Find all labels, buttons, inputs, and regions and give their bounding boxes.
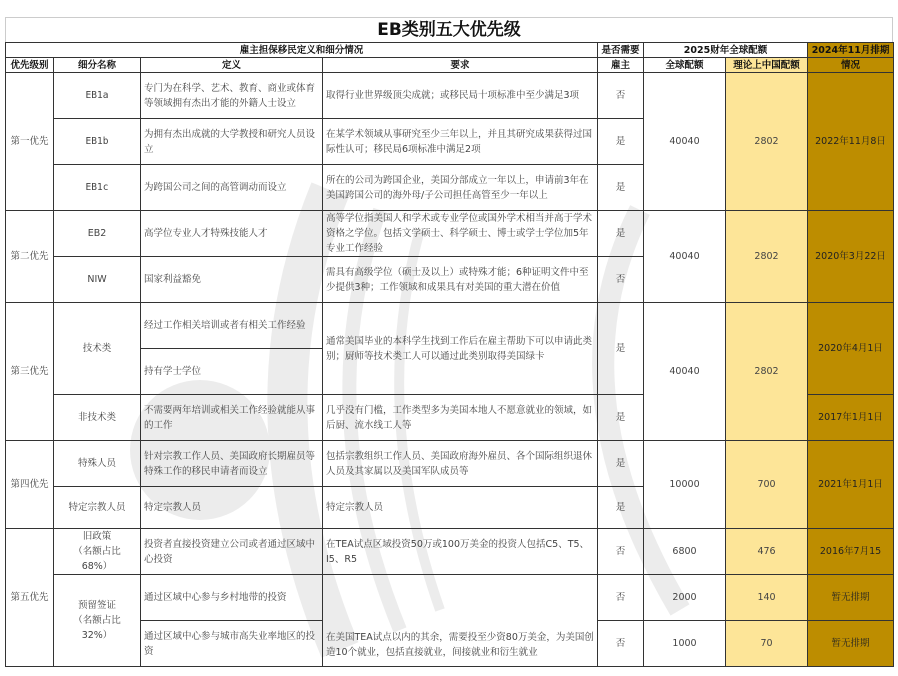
- definition-cell: 通过区域中心参与乡村地带的投资: [141, 575, 323, 621]
- eb-priority-sheet: [5, 17, 893, 667]
- requirement-cell: 通常美国毕业的本科学生找到工作后在雇主帮助下可以申请此类别；厨师等技术类工人可以通过此类别取得美国绿卡: [323, 303, 598, 395]
- table-row: [6, 529, 894, 575]
- priority-cell: 第五优先: [6, 529, 54, 667]
- table-row: [6, 575, 894, 621]
- china-quota-cell: 476: [726, 529, 808, 575]
- subcategory-cell: 非技术类: [54, 395, 141, 441]
- definition-cell: 持有学士学位: [141, 349, 323, 395]
- definition-cell: 为跨国公司之间的高管调动而设立: [141, 165, 323, 211]
- subcategory-cell: [54, 529, 141, 575]
- china-quota-cell: 2802: [726, 73, 808, 211]
- employer-cell: 是: [598, 487, 644, 529]
- header-china-quota: 理论上中国配额: [726, 58, 808, 73]
- priority-cell: 第四优先: [6, 441, 54, 529]
- priority-cell: 第一优先: [6, 73, 54, 211]
- header-priority: 优先级别: [6, 58, 54, 73]
- requirement-cell: 取得行业世界级顶尖成就；或移民局十项标准中至少满足3项: [323, 73, 598, 119]
- header-definition: 定义: [141, 58, 323, 73]
- requirement-cell: 需具有高级学位（硕士及以上）或特殊才能；6种证明文件中至少提供3种；工作领域和成果具有对美国的重大潜在价值: [323, 257, 598, 303]
- subcategory-line: 预留签证: [77, 600, 116, 611]
- definition-cell: 针对宗教工作人员、美国政府长期雇员等特殊工作的移民申请者而设立: [141, 441, 323, 487]
- requirement-cell: 在某学术领域从事研究至少三年以上，并且其研究成果获得过国际性认可；移民局6项标准中满足2项: [323, 119, 598, 165]
- subcategory-cell: 特定宗教人员: [54, 487, 141, 529]
- schedule-cell: 暂无排期: [808, 575, 894, 621]
- requirement-cell: 所在的公司为跨国企业，美国分部成立一年以上，申请前3年在美国跨国公司的海外母/子公司担任高管至少一年以上: [323, 165, 598, 211]
- global-quota-cell: 40040: [644, 211, 726, 303]
- global-quota-cell: 40040: [644, 73, 726, 211]
- employer-cell: 是: [598, 303, 644, 395]
- global-quota-cell: 2000: [644, 575, 726, 621]
- subcategory-line: （名额占比: [73, 546, 121, 557]
- definition-cell: 特定宗教人员: [141, 487, 323, 529]
- china-quota-cell: 2802: [726, 211, 808, 303]
- header-schedule-2: 情况: [808, 58, 894, 73]
- employer-cell: 否: [598, 621, 644, 667]
- subcategory-cell: EB1c: [54, 165, 141, 211]
- priority-cell: 第二优先: [6, 211, 54, 303]
- priority-cell: 第三优先: [6, 303, 54, 441]
- requirement-cell: 在TEA试点区域投资50万或100万美金的投资人包括C5、T5、I5、R5: [323, 529, 598, 575]
- requirement-cell: 几乎没有门槛，工作类型多为美国本地人不愿意就业的领域，如后厨、流水线工人等: [323, 395, 598, 441]
- subcategory-cell: EB2: [54, 211, 141, 257]
- employer-cell: 是: [598, 165, 644, 211]
- definition-cell: 通过区域中心参与城市高失业率地区的投资: [141, 621, 323, 667]
- requirement-cell: 特定宗教人员: [323, 487, 598, 529]
- header-definition-group: 雇主担保移民定义和细分情况: [6, 43, 598, 58]
- subcategory-cell: EB1b: [54, 119, 141, 165]
- schedule-cell: 2020年3月22日: [808, 211, 894, 303]
- global-quota-cell: 40040: [644, 303, 726, 441]
- subcategory-cell: 特殊人员: [54, 441, 141, 487]
- table-row: [6, 211, 894, 257]
- definition-cell: 经过工作相关培训或者有相关工作经验: [141, 303, 323, 349]
- global-quota-cell: 6800: [644, 529, 726, 575]
- definition-cell: 投资者直接投资建立公司或者通过区域中心投资: [141, 529, 323, 575]
- schedule-cell: 2021年1月1日: [808, 441, 894, 529]
- global-quota-cell: 10000: [644, 441, 726, 529]
- requirement-cell: 包括宗教组织工作人员、美国政府海外雇员、各个国际组织退休人员及其家属以及美国军队成员等: [323, 441, 598, 487]
- subcategory-line: 旧政策: [82, 531, 112, 542]
- subcategory-line: （名额占比: [73, 615, 121, 626]
- employer-cell: 否: [598, 257, 644, 303]
- page-title: EB类别五大优先级: [5, 17, 893, 42]
- global-quota-cell: 1000: [644, 621, 726, 667]
- subcategory-line: 68%）: [81, 561, 113, 572]
- header-need-employer-2: 雇主: [598, 58, 644, 73]
- definition-cell: 专门为在科学、艺术、教育、商业或体育等领域拥有杰出才能的外籍人士设立: [141, 73, 323, 119]
- definition-cell: 高学位专业人才特殊技能人才: [141, 211, 323, 257]
- table-row: [6, 303, 894, 349]
- requirement-cell: 在美国TEA试点以内的其余，需要投至少资80万美金，为美国创造10个就业，包括直接就业，间接就业和衍生就业: [323, 575, 598, 667]
- schedule-cell: 2017年1月1日: [808, 395, 894, 441]
- subcategory-cell: NIW: [54, 257, 141, 303]
- header-need-employer-1: 是否需要: [598, 43, 644, 58]
- subcategory-cell: EB1a: [54, 73, 141, 119]
- header-subcategory: 细分名称: [54, 58, 141, 73]
- employer-cell: 是: [598, 395, 644, 441]
- employer-cell: 否: [598, 73, 644, 119]
- china-quota-cell: 140: [726, 575, 808, 621]
- subcategory-cell: 技术类: [54, 303, 141, 395]
- definition-cell: 不需要两年培训或相关工作经验就能从事的工作: [141, 395, 323, 441]
- china-quota-cell: 70: [726, 621, 808, 667]
- employer-cell: 是: [598, 211, 644, 257]
- schedule-cell: 2022年11月8日: [808, 73, 894, 211]
- eb-priority-table: [5, 42, 894, 667]
- header-global-quota: 全球配额: [644, 58, 726, 73]
- employer-cell: 否: [598, 575, 644, 621]
- employer-cell: 否: [598, 529, 644, 575]
- china-quota-cell: 2802: [726, 303, 808, 441]
- employer-cell: 是: [598, 119, 644, 165]
- header-quota-group: 2025财年全球配额: [644, 43, 808, 58]
- table-row: [6, 73, 894, 119]
- schedule-cell: 2020年4月1日: [808, 303, 894, 395]
- employer-cell: 是: [598, 441, 644, 487]
- requirement-cell: 高等学位指美国人和学术或专业学位或国外学术相当并高于学术资格之学位。包括文学硕士、科学硕士、博士或学士学位加5年专业工作经验: [323, 211, 598, 257]
- subcategory-line: 32%）: [81, 630, 113, 641]
- subcategory-cell: [54, 575, 141, 667]
- schedule-cell: 2016年7月15: [808, 529, 894, 575]
- definition-cell: 国家利益豁免: [141, 257, 323, 303]
- header-requirement: 要求: [323, 58, 598, 73]
- header-schedule-1: 2024年11月排期: [808, 43, 894, 58]
- definition-cell: 为拥有杰出成就的大学教授和研究人员设立: [141, 119, 323, 165]
- china-quota-cell: 700: [726, 441, 808, 529]
- table-row: [6, 441, 894, 487]
- schedule-cell: 暂无排期: [808, 621, 894, 667]
